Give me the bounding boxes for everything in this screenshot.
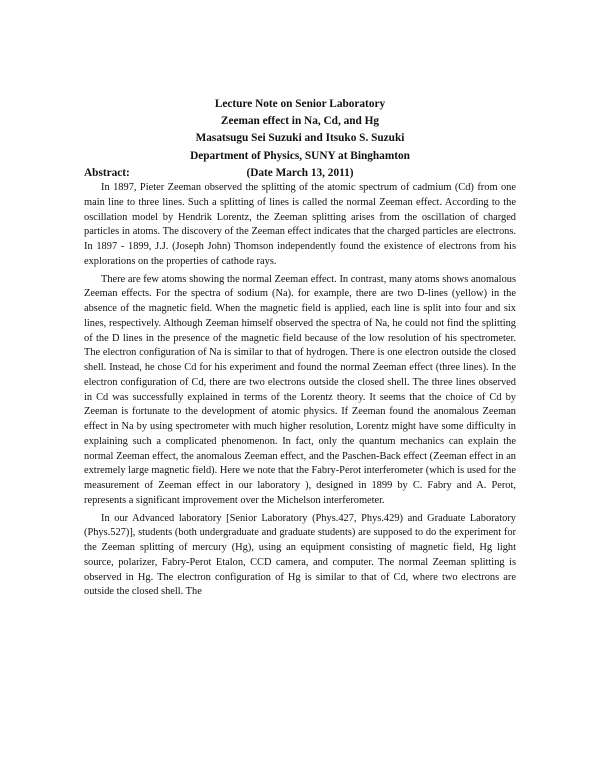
abstract-paragraph-1: In 1897, Pieter Zeeman observed the splitting of the atomic spectrum of cadmium (Cd) from one main line to three lines. Such a splitting of lines is called the normal Zeeman effect. According to the oscillation model by Hendrik Lorentz, the Zeeman splitting arises from the oscillation of charged particles in atoms. The discovery of the Zeeman effect indicates that the charged particles are electrons. In 1897 - 1899, J.J. (Joseph John) Thomson independently found the existence of electrons from his explorations on the properties of cathode rays.	[84, 182, 516, 267]
abstract-body	[84, 181, 516, 603]
abstract-paragraph-3: In our Advanced laboratory [Senior Laboratory (Phys.427, Phys.429) and Graduate Laboratory (Phys.527)], students (both undergraduate and graduate students) are supposed to do the experiment for the Zeeman splitting of mercury (Hg), using an equipment consisting of magnetic field, Hg light source, polarizer, Fabry-Perot Etalon, CCD camera, and computer. The normal Zeeman splitting is observed in Hg. The electron configuration of Hg is similar to that of Cd, where two electrons are outside the closed shell. The	[84, 512, 516, 598]
affiliation: Department of Physics, SUNY at Binghamton	[190, 149, 410, 162]
authors: Masatsugu Sei Suzuki and Itsuko S. Suzuki	[195, 132, 405, 145]
lecture-note-title: Lecture Note on Senior Laboratory	[214, 98, 386, 110]
abstract-paragraph-2: There are few atoms showing the normal Zeeman effect. In contrast, many atoms shows anomalous Zeeman effects. For the spectra of sodium (Na). for example, there are two D-lines (yellow) in the absence of the magnetic field. When the magnetic field is applied, each line is split into four and six lines, respectively. Although Zeeman himself observed the spectra of Na, he could not find the splitting of the D lines in the presence of the magnetic field because of the low resolution of his spectrometer. The electron configuration of Na is similar to that of hydrogen. There is one electron outside the closed shell. Instead, he chose Cd for his experiment and found the normal Zeeman effect (three lines). In the electron configuration of Cd, there are two electrons outside the closed shell. The three lines observed in Cd was successfully explained in terms of the Lorentz theory. It seems that the choice of Cd by Zeeman is fortunate to the development of atomic physics. If Zeeman found the anomalous Zeeman effect in Na by using spectrometer with much higher resolution, Lorentz might have some difficulty in explaining such a complicated phenomenon. In fact, only the quantum mechanics can explain the normal Zeeman effect, the anomalous Zeeman effect, and the Paschen-Back effect (Zeeman effect in an extremely large magnetic field). Here we note that the Fabry-Perot interferometer (which is used for the measurement of Zeeman effect in our laboratory ), designed in 1899 by C. Fabry and A. Perot, represents a significant improvement over the Michelson interferometer.	[84, 273, 516, 506]
date: (Date March 13, 2011)	[246, 166, 354, 179]
paper-title: Zeeman effect in Na, Cd, and Hg	[220, 115, 380, 128]
abstract-heading: Abstract:	[84, 167, 130, 179]
